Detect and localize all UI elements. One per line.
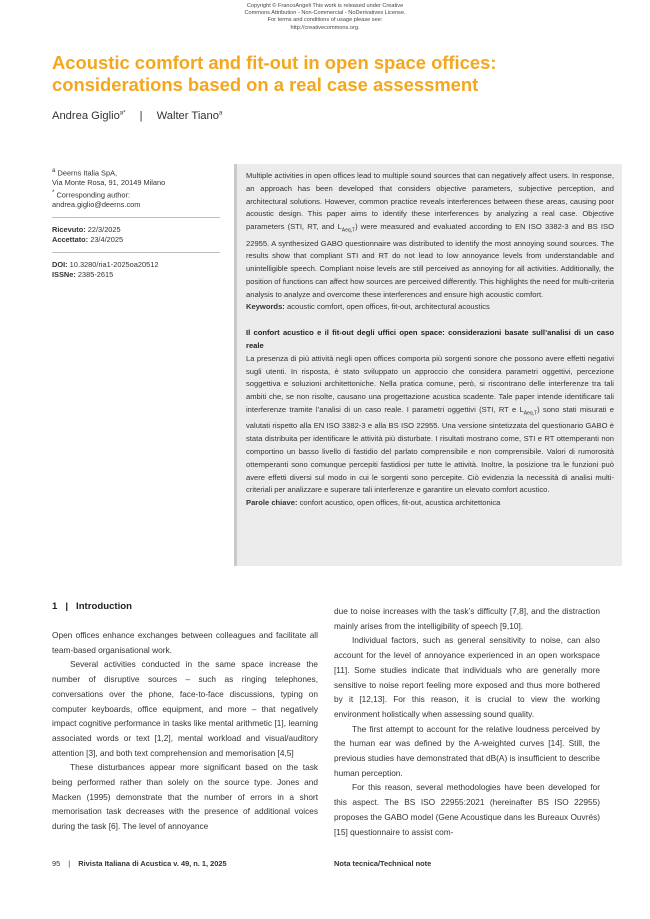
title-line: considerations based on a real case assessment [52,74,479,95]
body-column-left [52,600,318,834]
page-footer-left [52,859,227,868]
issn-label: ISSNe: [52,269,76,279]
issn-value: 2385-2615 [77,269,114,279]
affiliation-line: Deerns Italia SpA, [57,168,118,178]
author-separator: | [139,110,143,122]
corresponding-email[interactable]: andrea.giglio@deerns.com [52,200,141,210]
paper-title [52,52,612,96]
body-paragraph: Open offices enhance exchanges between colleagues and facilitate all team-based organisational work. [52,630,318,655]
article-type: Nota tecnica/Technical note [334,859,432,868]
corresponding-mark: * [52,189,55,197]
accepted-date: 23/4/2025 [90,234,124,244]
article-info-sidebar [52,166,220,293]
copyright-line: Copyright © FrancoAngeli This work is released under Creative [246,3,404,9]
copyright-line: Commons Attribution - Non-Commercial - NoDerivatives License. [244,10,406,17]
received-label: Ricevuto: [52,225,86,235]
received-date: 22/3/2025 [87,225,121,235]
journal-citation: Rivista Italiana di Acustica v. 49, n. 1, 2025 [78,859,227,868]
abstract-it-text: ) sono stati misurati e valutati rispetto alla EN ISO 3382-3 e alla BS ISO 22955. Una versione sintetizzata del questionario GABO è stata distribuita per identificare le attività più disturbate. I risultati mostrano come, STI e RT ottemperanti non comportino un basso livello di fastidio del parlato comprensibile e non comprensibile. Valori di rumorosità ottemperanti sono comunque percepiti fastidiosi per tutte le attività. Inoltre, la posizione tra le funzioni può avere effetti diversi sul modo in cui le sorgenti sono percepite. Ciò evidenzia la necessità di analisi multi-criteriali per analizzare e superare tali interferenze e garantire un elevato comfort acustico. [246,405,614,495]
footer-separator: | [68,859,71,868]
author-name: Walter Tiano [156,110,219,122]
affiliation-line: Via Monte Rosa, 91, 20149 Milano [52,178,166,188]
doi-value[interactable]: 10.3280/ria1-2025oa20512 [69,259,159,269]
copyright-link[interactable]: http://creativecommons.org. [290,24,360,31]
body-paragraph: The first attempt to account for the relative loudness perceived by the human ear was defined by the A-weighted curves [14]. Still, the previous studies have demonstrated that dB(A) is insufficient to describe human perception. [334,723,600,778]
copyright-notice [175,3,475,32]
abstract-en-subscript: Aeq,T [341,227,356,234]
abstract-it [246,353,614,497]
abstract-box [234,164,622,566]
dates-block [52,225,220,253]
abstract-en-text: Multiple activities in open offices lead to multiple sound sources that can negatively affect users. In response, an approach has been developed that considers objective parameters, subjective perception, and architectural solutions. However, common practice reveals interferences between these areas, causing poor acoustic design. This paper aims to identify these interferences by analyzing a real case. Objective parameters (STI, RT, and L [246,171,614,232]
doi-label: DOI: [52,259,68,269]
accepted-label: Accettato: [52,234,89,244]
body-paragraph: due to noise increases with the task’s difficulty [7,8], and the distraction mainly arises from the intelligibility of speech [9,10]. [334,606,600,631]
author-affiliation-mark: a* [119,110,126,117]
section-title: Introduction [76,601,132,612]
title-line: Acoustic comfort and fit-out in open space offices: [52,52,497,73]
affiliation-block [52,166,220,218]
author-affiliation-mark: a [218,110,223,117]
abstract-en-text: ) were measured and evaluated according to EN ISO 3382-3 and BS ISO 22955. A synthesized GABO questionnaire was distributed to identify the most annoying sound sources. The results show that compliant STI and RT do not lead to low annoyance levels from understandable and unintelligible speech. Compliant noise levels are still perceived as annoying for all activities. Additionally, the position of functions can affect how sources are perceived differently. This highlights the need for multi-criteria analysis to analyze and overcome these interferences and ensure high acoustic comfort. [246,222,615,299]
abstract-it-text: La presenza di più attività negli open offices comporta più sorgenti sonore che possono avere effetti negativi sugli utenti. In risposta, è stato sviluppato un approccio che considera parametri oggettivi, percezione soggettiva e soluzioni architettoniche. Nella pratica comune, però, si riscontrano delle interferenze tra tali ambiti che, se non risolte, causano una progettazione acustica scadente. Tale paper intende identificare tali interferenze tramite l’analisi di un caso reale. I parametri oggettivi (STI, RT e L [246,353,614,415]
body-paragraph: These disturbances appear more significant based on the task being performed rather than solely on the source type. Jones and Macken (1995) demonstrate that the number of errors in a short memorisation task decreases with the presence of additional voices during the task [6]. The level of annoyance [52,762,318,832]
page-number: 95 [52,859,61,868]
abstract-it-title: Il confort acustico e il fit-out degli uffici open space: considerazioni basate sull’analisi di un caso reale [246,328,614,351]
section-separator: | [65,601,69,612]
author-name: Andrea Giglio [52,110,120,122]
identifiers-block [52,260,220,287]
keywords-en [246,301,614,314]
body-column-right [334,604,600,839]
affiliation-mark: a [52,167,56,174]
body-paragraph: For this reason, several methodologies have been developed for this aspect. The BS ISO 22955:2021 (hereinafter BS ISO 22955) proposes the GABO model (Gene Acoustique dans les Bureaux Ouvrés) [15] questionnaire to assist com- [334,782,600,837]
author-list [52,110,222,122]
body-paragraph: Several activities conducted in the same space increase the number of disruptive sources – such as ringing telephones, conversations over the phone, face-to-face discussions, typing on computer keyboards, office equipment, and more – that negatively impact cognitive performance in tasks like mental arithmetic [1], learning associated words or text [1,2], mental workload and visual/auditory attention [3], and both text comprehension and memorisation [4,5] [52,659,318,758]
copyright-line: For terms and conditions of usage please see: [267,17,383,24]
keywords-label: Parole chiave: [246,498,298,508]
body-paragraph: Individual factors, such as general sensitivity to noise, can also account for the level of annoyance experienced in an open workspace [11]. Some studies indicate that individuals who are generally more sensitive to noise report feeling more exposed and thus more bothered by it [12,13]. For this reason, it is crucial to view the working environment holistically when assessing sound quality. [334,635,600,719]
keywords-it [246,497,614,510]
keywords-value: acoustic comfort, open offices, fit-out, architectural acoustics [286,302,490,312]
abstract-en [246,170,614,301]
corresponding-label: Corresponding author: [56,190,131,200]
abstract-it-subscript: Aeq,T [523,410,538,417]
section-heading [52,600,318,614]
section-number: 1 [52,601,58,612]
keywords-value: confort acustico, open offices, fit-out, acustica architettonica [299,498,501,508]
keywords-label: Keywords: [246,302,285,312]
